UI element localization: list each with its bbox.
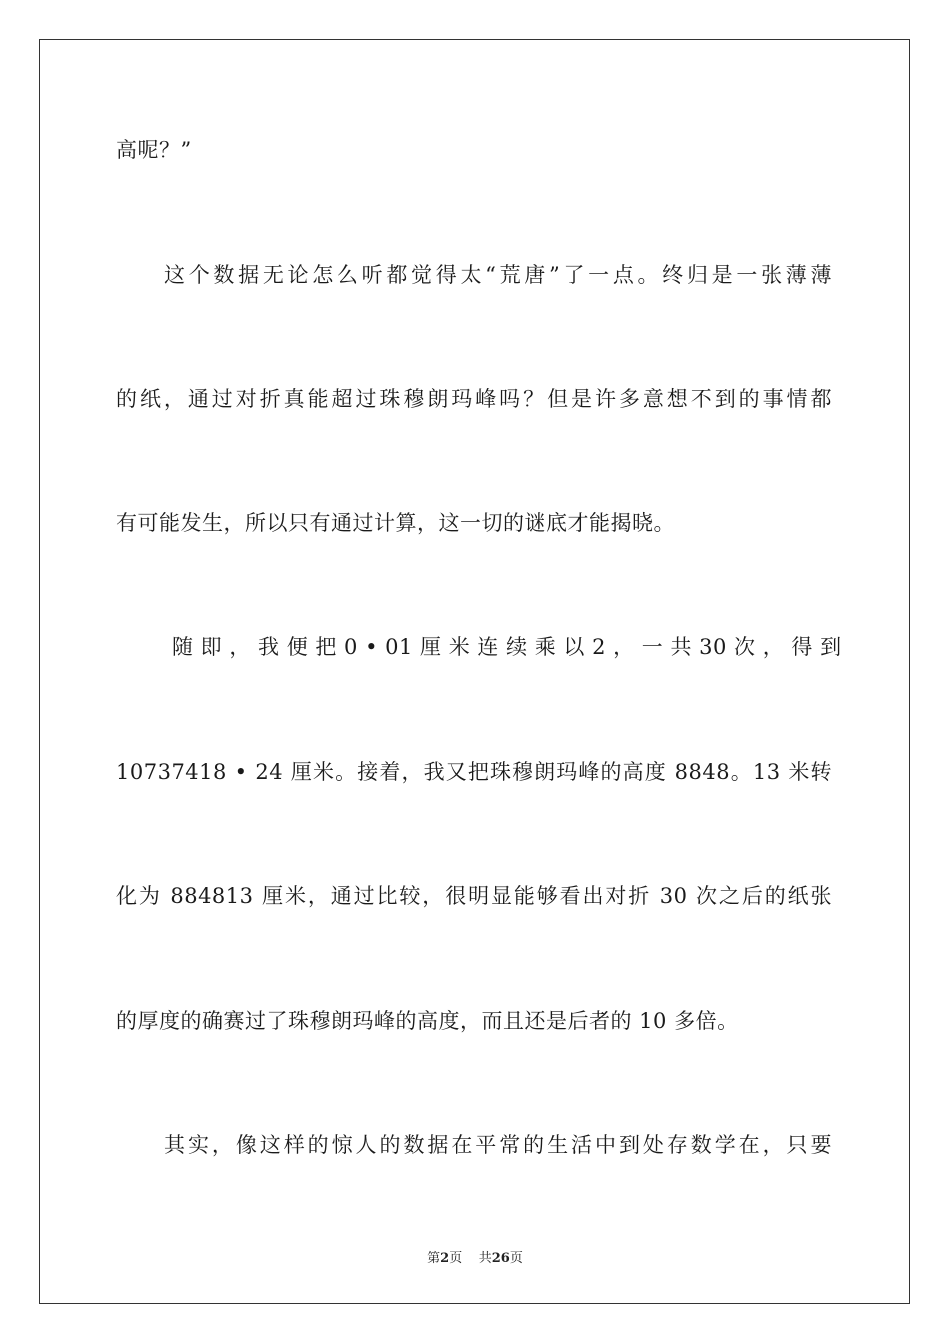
page-border [39, 39, 910, 1304]
text-line-5: 随 即 ， 我 便 把 0 • 01 厘 米 连 续 乘 以 2 ， 一 共 30 次 ， 得 到 [172, 635, 842, 659]
text-line-8: 的厚度的确赛过了珠穆朗玛峰的高度，而且还是后者的 10 多倍。 [116, 1009, 739, 1033]
footer-total-suffix: 页 [509, 1251, 523, 1266]
text-line-4: 有可能发生，所以只有通过计算，这一切的谜底才能揭晓。 [116, 511, 675, 535]
text-line-1: 高呢？” [116, 138, 192, 162]
text-line-3: 的纸，通过对折真能超过珠穆朗玛峰吗？但是许多意想不到的事情都 [116, 387, 832, 411]
footer-page-number: 2 [440, 1251, 450, 1266]
footer-total-pages: 26 [491, 1251, 510, 1266]
page-footer [0, 1247, 950, 1266]
footer-page-suffix: 页 [449, 1251, 463, 1266]
footer-total-prefix: 共 [478, 1251, 492, 1266]
text-line-2: 这个数据无论怎么听都觉得太“荒唐”了一点。终归是一张薄薄 [164, 263, 832, 287]
text-line-7: 化为 884813 厘米，通过比较，很明显能够看出对折 30 次之后的纸张 [116, 884, 832, 908]
text-line-6: 10737418 • 24 厘米。接着，我又把珠穆朗玛峰的高度 8848。13 米转 [116, 760, 832, 784]
text-line-9: 其实，像这样的惊人的数据在平常的生活中到处存数学在，只要 [164, 1133, 832, 1157]
footer-page-prefix: 第 [427, 1251, 441, 1266]
